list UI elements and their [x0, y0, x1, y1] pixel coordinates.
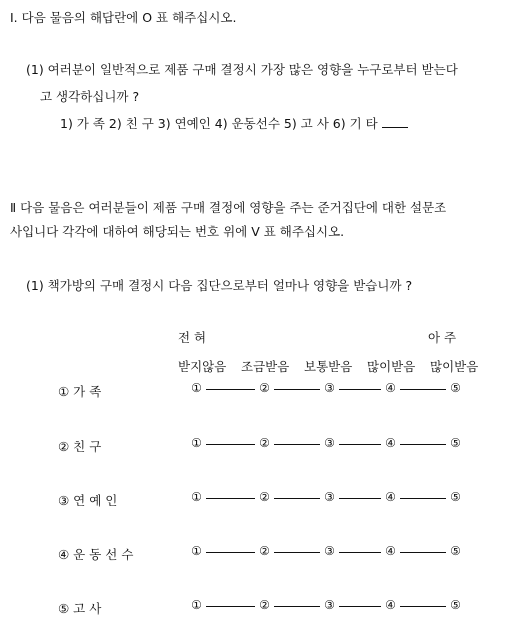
scale-connector	[339, 498, 381, 499]
rating-option-3-3[interactable]: ③	[324, 490, 335, 504]
scale-label-2: 조금받음	[241, 359, 290, 374]
scale-connector	[274, 552, 320, 553]
rating-option-5-4[interactable]: ④	[385, 598, 396, 612]
rating-option-4-4[interactable]: ④	[385, 544, 396, 558]
rating-option-1-2[interactable]: ②	[259, 381, 270, 395]
scale-label-3: 보통받음	[304, 359, 353, 374]
scale-connector	[274, 444, 320, 445]
rating-option-2-3[interactable]: ③	[324, 436, 335, 450]
rating-option-1-4[interactable]: ④	[385, 381, 396, 395]
rating-option-3-5[interactable]: ⑤	[450, 490, 461, 504]
rating-option-5-2[interactable]: ②	[259, 598, 270, 612]
scale-connector	[206, 552, 255, 553]
rating-option-1-3[interactable]: ③	[324, 381, 335, 395]
rating-option-3-1[interactable]: ①	[191, 490, 202, 504]
scale-connector	[274, 498, 320, 499]
rating-option-1-1[interactable]: ①	[191, 381, 202, 395]
scale-connector	[400, 552, 446, 553]
scale-connector	[206, 444, 255, 445]
scale-right-top: 아 주	[428, 330, 457, 345]
scale-connector	[339, 552, 381, 553]
scale-connector	[206, 389, 255, 390]
row-label-2: ② 친 구	[58, 439, 102, 454]
scale-connector	[274, 606, 320, 607]
row-label-3: ③ 연 예 인	[58, 493, 118, 508]
rating-option-4-5[interactable]: ⑤	[450, 544, 461, 558]
section1-heading: Ⅰ. 다음 물음의 해답란에 O 표 해주십시오.	[10, 10, 237, 25]
scale-connector	[339, 444, 381, 445]
rating-option-2-2[interactable]: ②	[259, 436, 270, 450]
scale-left-top: 전 혀	[178, 330, 207, 345]
options-text: 1) 가 족 2) 친 구 3) 연예인 4) 운동선수 5) 고 사 6) 기 타	[60, 116, 378, 131]
rating-option-2-4[interactable]: ④	[385, 436, 396, 450]
scale-connector	[339, 606, 381, 607]
scale-connector	[400, 498, 446, 499]
row-label-1: ① 가 족	[58, 384, 102, 399]
rating-option-4-1[interactable]: ①	[191, 544, 202, 558]
section2-question1: (1) 책가방의 구매 결정시 다음 집단으로부터 얼마나 영향을 받습니까 ?	[26, 278, 413, 293]
scale-connector	[274, 389, 320, 390]
scale-connector	[400, 389, 446, 390]
scale-connector	[400, 444, 446, 445]
scale-connector	[400, 606, 446, 607]
section1-question1-line2: 고 생각하십니까 ?	[40, 89, 140, 104]
scale-connector	[339, 389, 381, 390]
section2-heading-line2: 사입니다 각각에 대하여 해당되는 번호 위에 V 표 해주십시오.	[10, 224, 345, 239]
rating-option-3-4[interactable]: ④	[385, 490, 396, 504]
row-label-5: ⑤ 고 사	[58, 601, 102, 616]
rating-option-4-3[interactable]: ③	[324, 544, 335, 558]
row-label-4: ④ 운 동 선 수	[58, 547, 134, 562]
scale-label-5: 많이받음	[430, 359, 479, 374]
rating-option-5-1[interactable]: ①	[191, 598, 202, 612]
rating-option-5-5[interactable]: ⑤	[450, 598, 461, 612]
scale-label-4: 많이받음	[367, 359, 416, 374]
rating-option-1-5[interactable]: ⑤	[450, 381, 461, 395]
rating-option-3-2[interactable]: ②	[259, 490, 270, 504]
rating-option-2-1[interactable]: ①	[191, 436, 202, 450]
rating-option-4-2[interactable]: ②	[259, 544, 270, 558]
rating-option-5-3[interactable]: ③	[324, 598, 335, 612]
section1-question1-line1: (1) 여러분이 일반적으로 제품 구매 결정시 가장 많은 영향을 누구로부터 받는다	[26, 62, 458, 77]
other-answer-blank[interactable]	[382, 117, 408, 128]
scale-label-1: 받지않음	[178, 359, 227, 374]
rating-option-2-5[interactable]: ⑤	[450, 436, 461, 450]
scale-connector	[206, 606, 255, 607]
scale-connector	[206, 498, 255, 499]
section1-options	[60, 114, 408, 132]
section2-heading-line1: Ⅱ 다음 물음은 여러분들이 제품 구매 결정에 영향을 주는 준거집단에 대한 설문조	[10, 200, 447, 215]
